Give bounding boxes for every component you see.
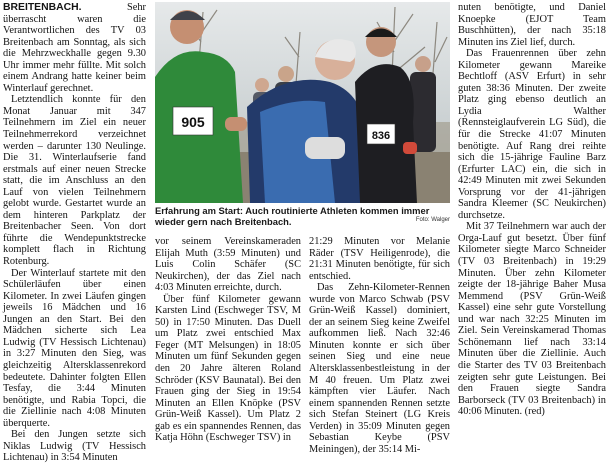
paragraph-text: Sehr überrascht waren die Verantwortlichen des TV 03 Breitenbach am Sonntag, als sich die Mehrzweckhalle gegen 9.30 Uhr immer mehr füllte. Mit solch einem Andrang hatte keiner beim Winterlauf gerechnet. [3, 2, 146, 94]
bib-number-right: 836 [371, 130, 391, 142]
article-paragraph: 21:29 Minuten vor Melanie Räder (TSV Heiligenrode), die 21:31 Minuten benötigte, für sich entschied. [309, 236, 450, 282]
article-paragraph [3, 2, 146, 94]
article-paragraph: vor seinem Vereinskameraden Elijah Muth (3:59 Minuten) und Luis Colin Schäfer (SC Neukirchen), der das Ziel nach 4:03 Minuten erreichte, durch. [155, 236, 301, 294]
bib-number-left: 905 [181, 114, 205, 130]
article-column-1 [3, 2, 146, 464]
photo-credit: Foto: Walger [415, 217, 450, 223]
article-column-4 [458, 2, 606, 418]
article-paragraph: Mit 37 Teilnehmern war auch der Orga-Lauf gut besetzt. Über fünf Kilometer siegte Marco Schneider (TV 03 Breitenbach) in 19:29 Minuten. Über zehn Kilometer zeigte der 18-jährige Baher Musa Memmend (PSV Grün-Weiß Kassel) eine sehr gute Vorstellung und war nach 32:25 Minuten im Ziel. Sein Vereinskamerad Thomas Schönemann lief nach 33:14 Minuten über die Ziellinie. Auch die Starter des TV 03 Breitenbach zeigten sehr gute Leistungen. Bei den Frauen siegte Sandra Barborseck (TV 03 Breitenbach) in 40:06 Minuten. (red) [458, 221, 606, 418]
article-paragraph: nuten benötigte, und Daniel Knoepke (EJOT Team Buschhütten), der nach 35:18 Minuten ins Ziel lief, durch. [458, 2, 606, 48]
photo-caption [155, 205, 450, 227]
article-paragraph: Das Frauenrennen über zehn Kilometer gewann Mareike Bechtloff (ASV Erfurt) in sehr guten 38:36 Minuten. Der zweite Platz ging ebenso deutlich an Lydia Walther (Rennsteiglaufverein LG Süd), die für die Strecke 41:07 Minuten benötigte. Auf Rang drei reihte sich die 15-jährige Fauline Barz (Erfurter LAC) ein, die sich in 42:49 Minuten mit zwei Sekunden Vorsprung vor der 41-jährigen Sandra Kleemer (SC Neukirchen) durchsetze. [458, 48, 606, 221]
article-paragraph: Letztendlich konnte für den Monat Januar mit 347 Teilnehmern im Ziel ein neuer Teilnehmerrekord verzeichnet werden – darunter 130 Neulinge. Die 31. Winterlaufserie fand erstmals auf einer neuen Strecke statt, die im Anschluss an den Lauf von vielen Teilnehmern gelobt wurde. Gestartet wurde an dem hinteren Parkplatz der Breitenbacher Seen. Von dort führte die Wendepunktstrecke komplett flach in Richtung Rotenburg. [3, 94, 146, 268]
caption-text: Erfahrung am Start: Auch routinierte Athleten kommen immer wieder gern nach Breitenbach. [155, 205, 430, 227]
dateline: BREITENBACH. [3, 2, 82, 13]
article-paragraph: Über fünf Kilometer gewann Karsten Lind (Eschweger TSV, M 50) in 17:50 Minuten. Das Duell um Platz zwei entschied Max Feger (MT Melsungen) in 18:05 Minuten um fünf Sekunden gegen den 20 Jahre älteren Roland Schröder (KSV Baunatal). Bei den Frauen ging der Sieg in 19:54 Minuten an Ellen Knöpke (PSV Grün-Weiß Kassel). Um Platz 2 gab es ein spannendes Rennen, das Katja Höhn (Eschweger TSV) in [155, 293, 301, 444]
article-column-2 [155, 236, 301, 444]
runners-illustration [155, 2, 450, 203]
article-paragraph: Der Winterlauf startete mit den Schülerläufen über einen Kilometer. In zwei Läufen gingen jeweils 16 Mädchen und 16 Jungen an den Start. Bei den Mädchen sicherte sich Lea Ludwig (TV Hessisch Lichtenau) in 3:27 Minuten den Sieg, was gleichzeitig Altersklassenrekord bedeutete. Dahinter folgten Ellen Tesfay, die 3:44 Minuten benötigte, und Rabia Topci, die die Ziellinie nach 4:08 Minuten überquerte. [3, 267, 146, 429]
race-photo [155, 2, 450, 203]
article-column-3 [309, 236, 450, 455]
article-paragraph: Das Zehn-Kilometer-Rennen wurde von Marco Schwab (PSV Grün-Weiß Kassel) dominiert, der an seinem Sieg keine Zweifel aufkommen ließ. Nach 32:46 Minuten konnte er sich über seinen Sieg und eine neue Altersklassenbestleistung in der M 40 freuen. Um Platz zwei kämpften vier Läufer. Nach einem spannenden Rennen setzte sich Stefan Steinert (LG Kreis Verden) in 35:09 Minuten gegen Sebastian Keybe (PSV Meiningen), der 35:14 Mi- [309, 282, 450, 455]
article-paragraph: Bei den Jungen setzte sich Niklas Ludwig (TV Hessisch Lichtenau) in 3:54 Minuten [3, 429, 146, 464]
